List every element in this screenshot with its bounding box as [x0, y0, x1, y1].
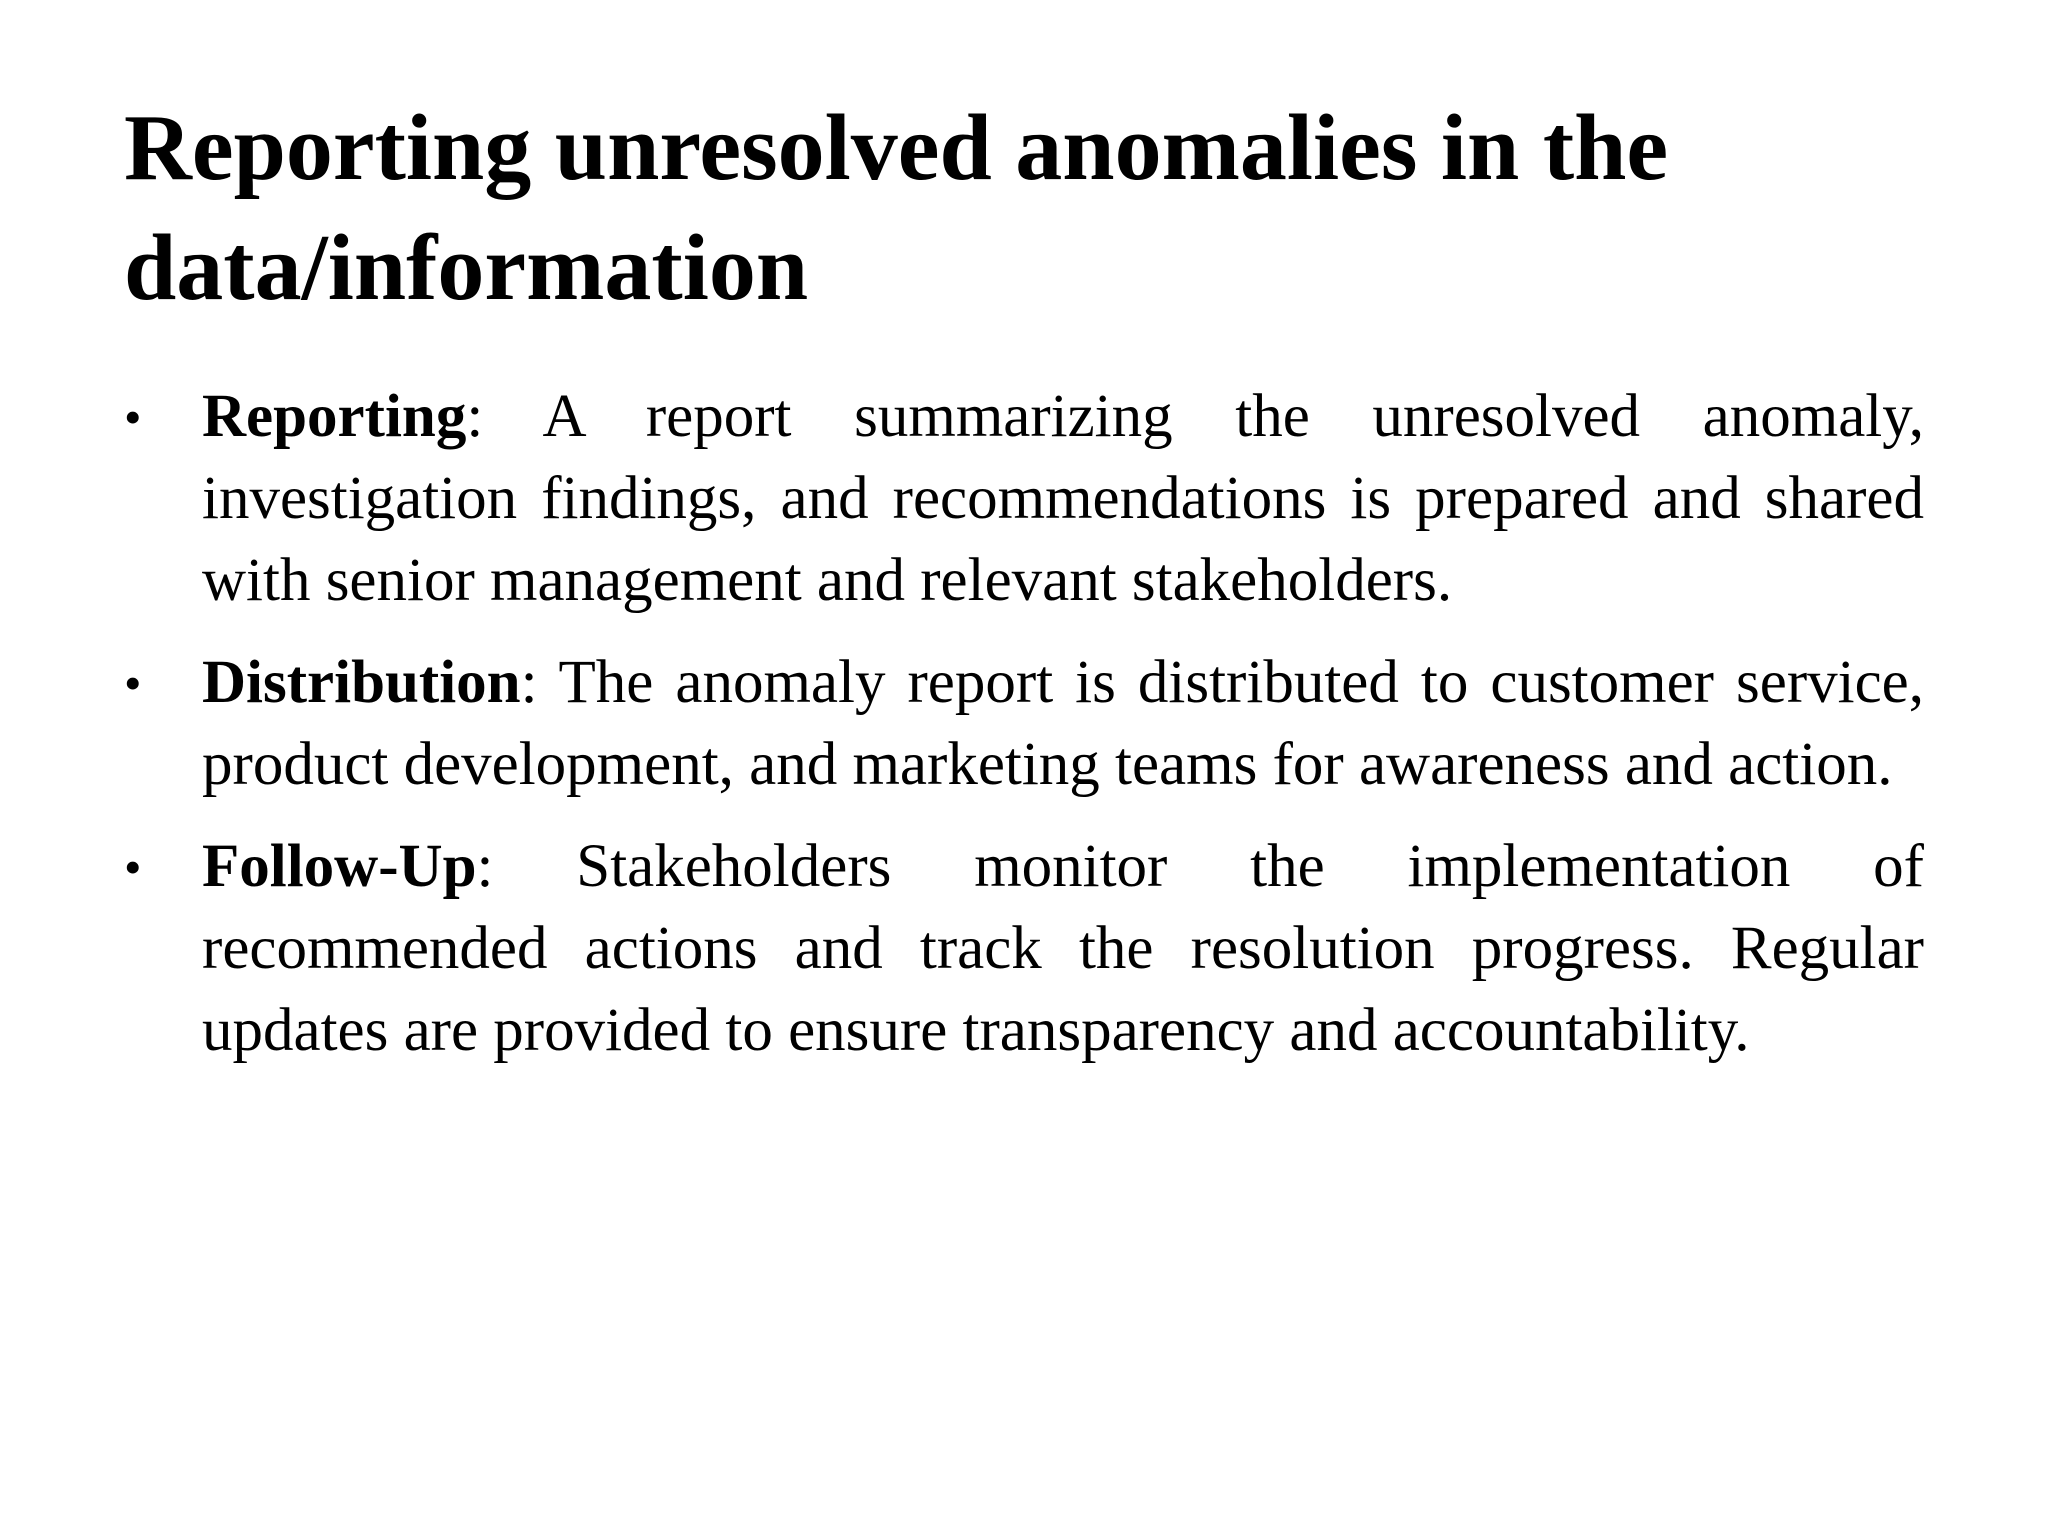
bullet-icon: • [124, 655, 142, 711]
bullet-item-distribution [124, 642, 1924, 806]
bullet-icon: • [124, 839, 142, 895]
bullet-term: Follow-Up [202, 833, 477, 900]
bullet-separator: : [466, 383, 484, 450]
bullet-term: Reporting [202, 383, 467, 450]
bullet-list [124, 376, 1924, 1092]
bullet-text: A report summarizing the unresolved anomaly, investigation findings, and recommendations is prepared and shared with senior management and relevant stakeholders. [202, 383, 1924, 614]
bullet-term: Distribution [202, 649, 521, 716]
bullet-text: The anomaly report is distributed to customer service, product development, and marketing teams for awareness and action. [202, 649, 1924, 798]
bullet-text: Stakeholders monitor the implementation of recommended actions and track the resolution progress. Regular updates are provided to ensure transparency and accountability. [202, 833, 1924, 1064]
bullet-icon: • [124, 389, 142, 445]
bullet-item-reporting [124, 376, 1924, 622]
slide-title: Reporting unresolved anomalies in the data/information [124, 96, 1669, 320]
bullet-separator: : [476, 833, 494, 900]
bullet-item-follow-up [124, 826, 1924, 1072]
bullet-separator: : [520, 649, 538, 716]
